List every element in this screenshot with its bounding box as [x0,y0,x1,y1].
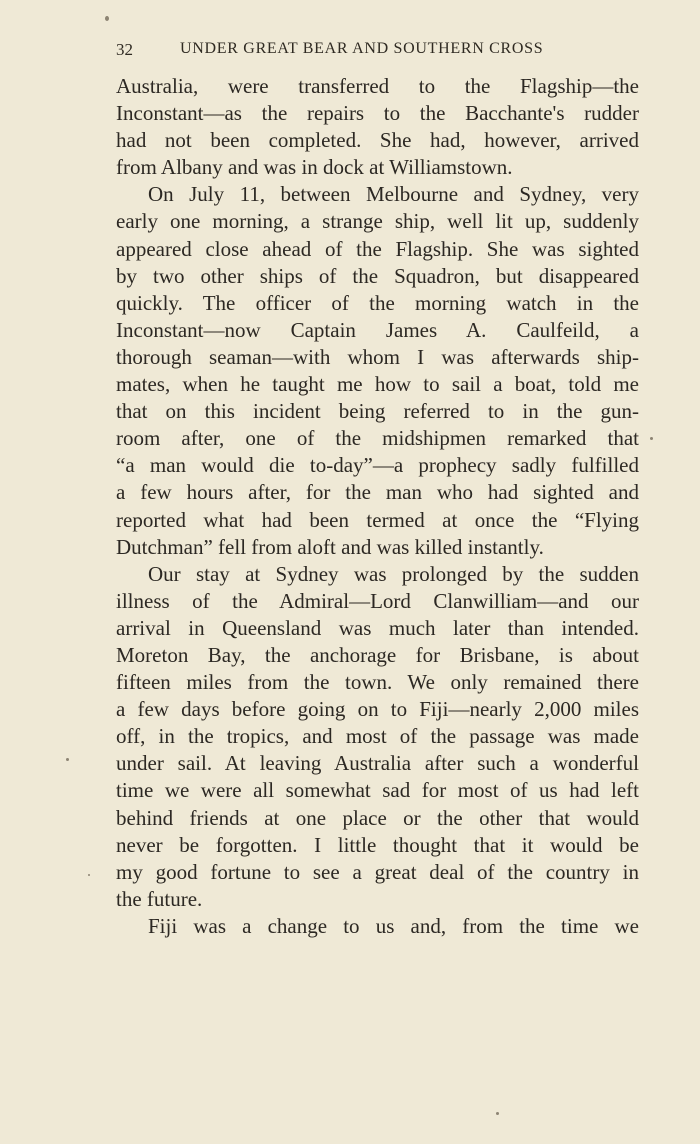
text-line: time we were all somewhat sad for most of us had left [116,778,639,803]
text-line: room after, one of the midshipmen remarked that [116,426,639,451]
text-line: Inconstant—as the repairs to the Bacchante's rudder [116,101,639,126]
text-line: appeared close ahead of the Flagship. She was sighted [116,236,639,261]
running-title: UNDER GREAT BEAR AND SOUTHERN CROSS [180,40,544,57]
text-line: a few hours after, for the man who had sighted and [116,480,639,505]
text-line: from Albany and was in dock at Williamstown. [116,155,513,180]
text-line: behind friends at one place or the other that would [116,805,639,830]
text-line: Australia, were transferred to the Flagship—the [116,74,639,98]
text-line: off, in the tropics, and most of the passage was made [116,724,639,749]
text-line: under sail. At leaving Australia after such a wonderful [116,751,639,776]
text-line: Inconstant—now Captain James A. Caulfeild, a [116,317,639,342]
paper-speck [496,1112,499,1115]
text-line: quickly. The officer of the morning watch in the [116,290,639,315]
text-line: arrival in Queensland was much later than intended. [116,615,639,640]
paragraph-first-line: On July 11, between Melbourne and Sydney, very [148,182,639,207]
text-line: my good fortune to see a great deal of the country in [116,859,639,884]
text-line: illness of the Admiral—Lord Clanwilliam—and our [116,588,639,613]
paragraph-first-line: Our stay at Sydney was prolonged by the sudden [148,561,639,586]
text-line: thorough seaman—with whom I was afterwards ship- [116,344,639,369]
text-line: mates, when he taught me how to sail a boat, told me [116,372,639,397]
page-number: 32 [116,40,133,59]
text-line: early one morning, a strange ship, well lit up, suddenly [116,209,639,234]
body-text [116,73,639,940]
text-line: that on this incident being referred to in the gun- [116,399,639,424]
text-line: never be forgotten. I little thought that it would be [116,832,639,857]
running-head [116,40,640,64]
text-line: reported what had been termed at once the “Flying [116,507,639,532]
text-line: “a man would die to-day”—a prophecy sadly fulfilled [116,453,639,478]
text-line: a few days before going on to Fiji—nearly 2,000 miles [116,697,639,722]
text-line: by two other ships of the Squadron, but disappeared [116,263,639,288]
paper-speck [66,758,69,761]
text-line: fifteen miles from the town. We only remained there [116,670,639,695]
paper-speck [88,874,90,876]
text-line: the future. [116,886,203,911]
paper-speck [105,16,109,21]
paragraph-first-line: Fiji was a change to us and, from the time we [148,913,639,938]
text-line: Moreton Bay, the anchorage for Brisbane, is about [116,642,639,667]
paper-speck [650,437,653,440]
text-line: Dutchman” fell from aloft and was killed instantly. [116,534,544,559]
text-line: had not been completed. She had, however, arrived [116,128,639,153]
